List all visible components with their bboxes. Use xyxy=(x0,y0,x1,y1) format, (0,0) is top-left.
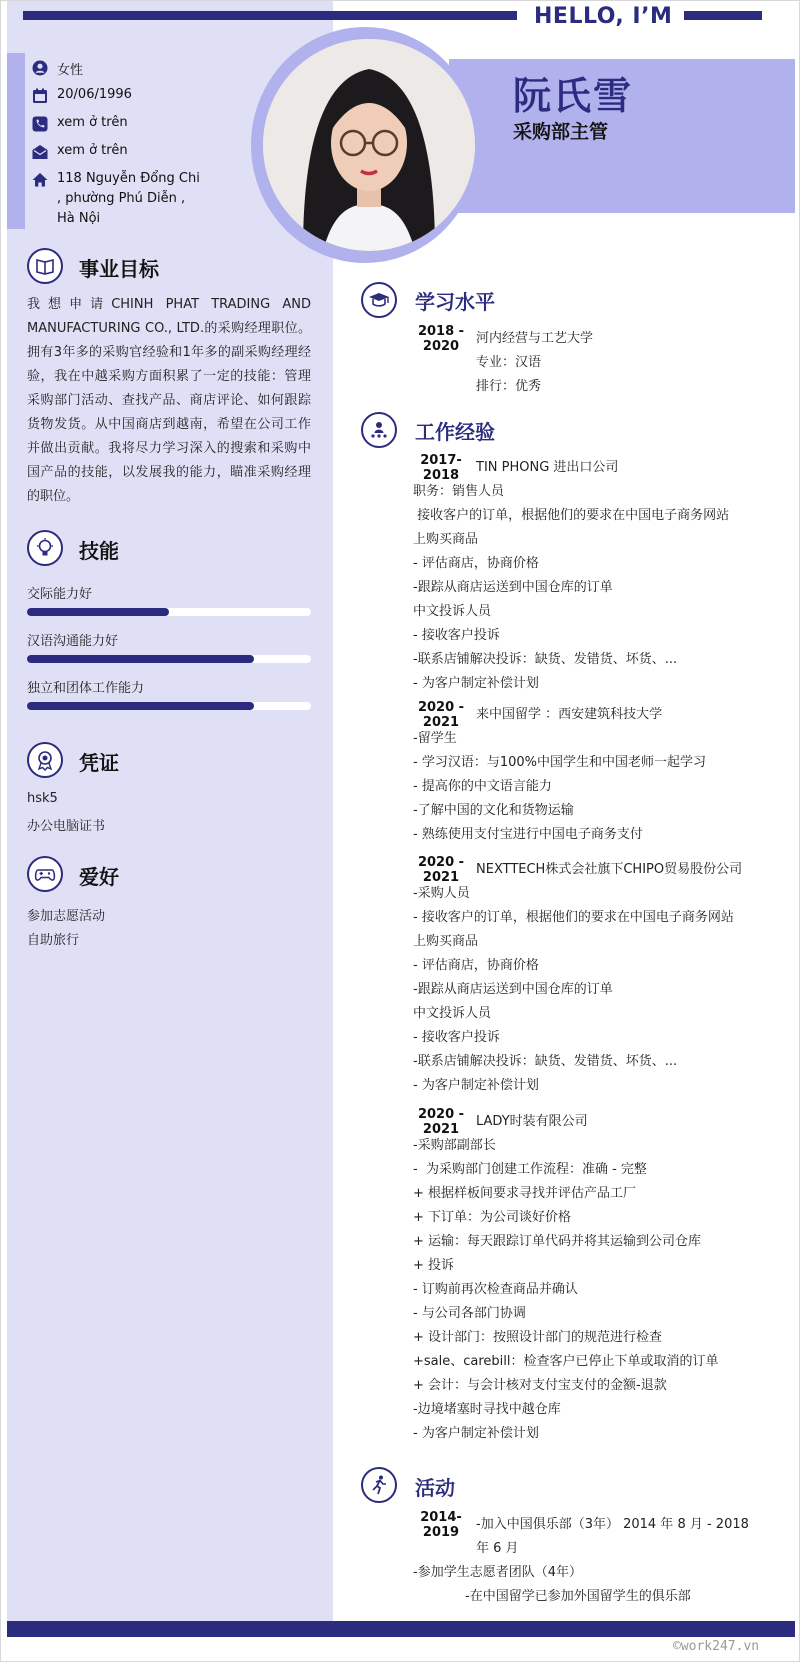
duty-line: 上购买商品 xyxy=(413,532,479,547)
lightbulb-icon xyxy=(27,530,63,566)
candidate-name: 阮氏雪 xyxy=(513,74,634,118)
gender-text: 女性 xyxy=(57,63,84,78)
team-icon xyxy=(361,412,397,448)
address-line: Hà Nội xyxy=(57,211,101,226)
job-title: 采购部主管 xyxy=(513,121,609,143)
company-name: NEXTTECH株式会社旗下CHIPO贸易股份公司 xyxy=(476,862,743,877)
duty-line: - 与公司各部门协调 xyxy=(413,1306,526,1321)
year-end: 2021 xyxy=(422,870,460,885)
hobby-item: 参加志愿活动 xyxy=(27,909,106,924)
job-year xyxy=(415,453,467,483)
birthday-text: 20/06/1996 xyxy=(57,87,132,102)
duty-line: - 评估商店，协商价格 xyxy=(413,958,539,973)
duty-line: -采购部副部长 xyxy=(413,1138,496,1153)
activity-line: -参加学生志愿者团队（4年） xyxy=(413,1565,582,1580)
job-year xyxy=(415,1107,467,1137)
duty-line: - 为客户制定补偿计划 xyxy=(413,1426,539,1441)
year-start: 2020 - xyxy=(417,1107,465,1122)
duty-line: - 为客户制定补偿计划 xyxy=(413,1078,539,1093)
hobby-item: 自助旅行 xyxy=(27,933,80,948)
duty-line: - 熟练使用支付宝进行中国电子商务支付 xyxy=(413,827,643,842)
school-name: 河内经营与工艺大学 xyxy=(476,331,594,346)
home-icon xyxy=(31,171,49,189)
duty-line: - 订购前再次检查商品并确认 xyxy=(413,1282,578,1297)
activity-line: 年 6 月 xyxy=(476,1541,519,1556)
objective-text: 我想申请CHINH PHAT TRADING AND MANUFACTURING CO., LTD.的采购经理职位。拥有3年多的采购官经验和1年多的副采购经理经验，我在中越采购方面积累了一定的技能：管理采购部门活动、查找产品、商店评论、如何跟踪货物发货。从中国商店到越南，希望在公司工作并做出贡献。我将尽力学习深入的搜索和采购中国产品的技能，以发展我的能力，瞄准采购经理的职位。 xyxy=(27,297,311,504)
contact-gender xyxy=(31,59,83,78)
address-line: , phường Phú Diễn , xyxy=(57,191,186,206)
hello-heading: HELLO, I’M xyxy=(534,4,673,29)
duty-line: -采购人员 xyxy=(413,886,470,901)
year-end: 2020 xyxy=(422,339,460,354)
duty-line: -留学生 xyxy=(413,731,457,746)
user-icon xyxy=(31,59,49,77)
job-year xyxy=(415,855,467,885)
duty-line: -联系店铺解决投诉：缺货、发错货、坏货、... xyxy=(413,652,678,667)
calendar-icon xyxy=(31,87,49,105)
duty-line: - 为采购部门创建工作流程：准确 - 完整 xyxy=(413,1162,647,1177)
year-start: 2018 - xyxy=(417,324,465,339)
duty-line: +sale、carebill：检查客户已停止下单或取消的订单 xyxy=(413,1354,719,1369)
skill-bar-fill xyxy=(27,608,169,616)
skill-bar xyxy=(27,655,311,663)
year-start: 2020 - xyxy=(417,700,465,715)
education-year xyxy=(415,324,467,354)
duty-line: 中文投诉人员 xyxy=(413,604,492,619)
email-text: xem ở trên xyxy=(57,143,128,158)
duty-line: -跟踪从商店运送到中国仓库的订单 xyxy=(413,580,613,595)
contact-email xyxy=(31,143,128,161)
company-name: 来中国留学 ：西安建筑科技大学 xyxy=(476,707,663,722)
contact-birthday xyxy=(31,87,132,105)
education-title: 学习水平 xyxy=(415,290,495,314)
duty-line: - 接收客户投诉 xyxy=(413,1030,500,1045)
company-name: LADY时装有限公司 xyxy=(476,1114,588,1129)
duty-line: - 为客户制定补偿计划 xyxy=(413,676,539,691)
activity-line: -在中国留学已参加外国留学生的俱乐部 xyxy=(465,1589,691,1604)
job-year xyxy=(415,700,467,730)
graduation-cap-icon xyxy=(361,282,397,318)
duty-line: - 学习汉语：与100%中国学生和中国老师一起学习 xyxy=(413,755,706,770)
phone-icon xyxy=(31,115,49,133)
hobbies-title: 爱好 xyxy=(79,865,119,889)
skills-title: 技能 xyxy=(79,539,119,563)
year-end: 2021 xyxy=(422,715,460,730)
duty-line: 职务：销售人员 xyxy=(413,484,505,499)
year-end: 2019 xyxy=(422,1525,460,1540)
activity-year xyxy=(415,1510,467,1540)
duty-line: 上购买商品 xyxy=(413,934,479,949)
duty-line: -了解中国的文化和货物运输 xyxy=(413,803,574,818)
year-start: 2014- xyxy=(420,1510,462,1525)
duty-line: + 下订单：为公司谈好价格 xyxy=(413,1210,572,1225)
certificate-item: 办公电脑证书 xyxy=(27,819,106,834)
duty-line: + 运输：每天跟踪订单代码并将其运输到公司仓库 xyxy=(413,1234,702,1249)
duty-line: 中文投诉人员 xyxy=(413,1006,492,1021)
duty-line: + 投诉 xyxy=(413,1258,455,1273)
top-divider-left xyxy=(23,11,517,20)
year-start: 2020 - xyxy=(417,855,465,870)
rank: 排行：优秀 xyxy=(476,379,542,394)
activity-line: -加入中国俱乐部（3年） 2014 年 8 月 - 2018 xyxy=(476,1517,749,1532)
major: 专业：汉语 xyxy=(476,355,542,370)
watermark: ©work247.vn xyxy=(673,1639,760,1654)
year-end: 2018 xyxy=(422,468,460,483)
skill-label: 独立和团体工作能力 xyxy=(27,681,145,696)
award-icon xyxy=(27,742,63,778)
skill-bar-fill xyxy=(27,655,254,663)
skill-bar-fill xyxy=(27,702,254,710)
phone-text: xem ở trên xyxy=(57,115,128,130)
duty-line: + 会计：与会计核对支付宝支付的金额-退款 xyxy=(413,1378,667,1393)
footer-bar xyxy=(7,1621,795,1637)
duty-line: 接收客户的订单，根据他们的要求在中国电子商务网站 xyxy=(413,508,730,523)
skill-label: 汉语沟通能力好 xyxy=(27,634,119,649)
duty-line: - 提高你的中文语言能力 xyxy=(413,779,552,794)
gamepad-icon xyxy=(27,856,63,892)
duty-line: + 根据样板间要求寻找并评估产品工厂 xyxy=(413,1186,637,1201)
running-icon xyxy=(361,1467,397,1503)
contact-accent-bar xyxy=(7,53,25,229)
top-divider-right xyxy=(684,11,762,20)
duty-line: - 接收客户投诉 xyxy=(413,628,500,643)
address-line: 118 Nguyễn Đổng Chi xyxy=(57,171,200,186)
activities-title: 活动 xyxy=(415,1476,455,1500)
envelope-icon xyxy=(31,143,49,161)
book-icon xyxy=(27,248,63,284)
certificate-item: hsk5 xyxy=(27,791,58,806)
skill-bar xyxy=(27,608,311,616)
certificates-title: 凭证 xyxy=(79,751,119,775)
duty-line: -边境堵塞时寻找中越仓库 xyxy=(413,1402,561,1417)
year-start: 2017- xyxy=(420,453,462,468)
duty-line: - 评估商店，协商价格 xyxy=(413,556,539,571)
skill-bar xyxy=(27,702,311,710)
year-end: 2021 xyxy=(422,1122,460,1137)
experience-title: 工作经验 xyxy=(415,420,495,444)
contact-address xyxy=(31,171,200,229)
objective-title: 事业目标 xyxy=(79,257,159,281)
company-name: TIN PHONG 进出口公司 xyxy=(476,460,619,475)
skill-label: 交际能力好 xyxy=(27,587,93,602)
duty-line: -联系店铺解决投诉：缺货、发错货、坏货、... xyxy=(413,1054,678,1069)
sidebar-background xyxy=(7,1,333,1621)
duty-line: - 接收客户的订单，根据他们的要求在中国电子商务网站 xyxy=(413,910,734,925)
duty-line: + 设计部门：按照设计部门的规范进行检查 xyxy=(413,1330,663,1345)
contact-phone xyxy=(31,115,128,133)
address-block xyxy=(57,169,200,229)
avatar xyxy=(263,39,475,251)
duty-line: -跟踪从商店运送到中国仓库的订单 xyxy=(413,982,613,997)
